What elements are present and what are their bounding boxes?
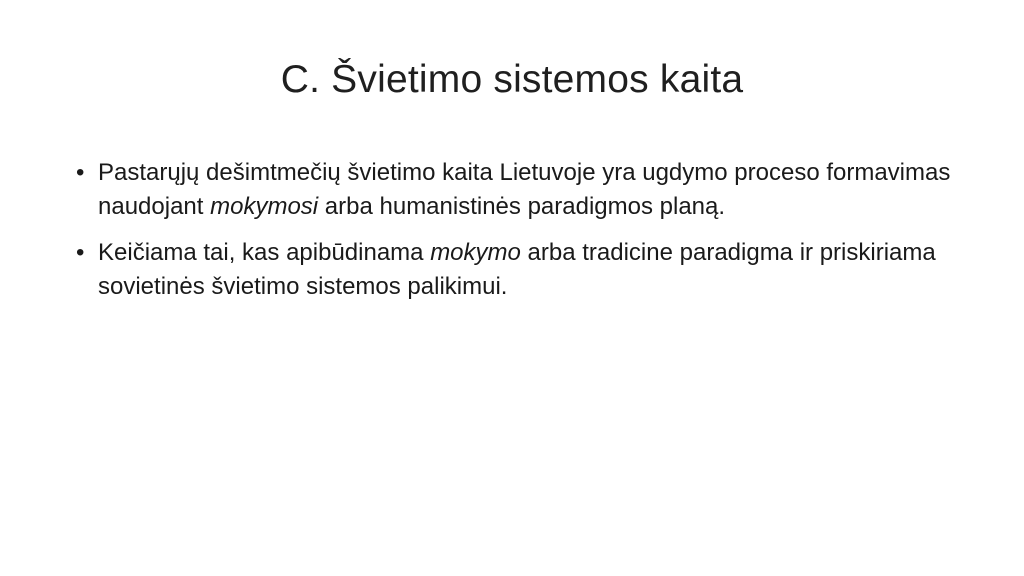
bullet-emphasis: mokymo (430, 239, 521, 266)
bullet-item (74, 236, 954, 304)
bullet-text-start: Keičiama tai, kas apibūdinama (98, 239, 431, 266)
bullet-text-end: arba humanistinės paradigmos planą. (318, 193, 726, 220)
bullet-text-start: Pastarųjų dešimtmečių švietimo kaita Lietuvoje yra ugdymo proceso formavimas naudojant (98, 159, 951, 220)
bullet-icon: • (76, 239, 85, 266)
slide-title: C. Švietimo sistemos kaita (280, 58, 744, 101)
slide-content (74, 156, 954, 316)
bullet-text-end: arba tradicine paradigma ir priskiriama sovietinės švietimo sistemos palikimui. (98, 239, 936, 300)
bullet-emphasis: mokymosi (210, 193, 319, 220)
bullet-icon: • (76, 159, 85, 186)
bullet-item (74, 156, 954, 224)
